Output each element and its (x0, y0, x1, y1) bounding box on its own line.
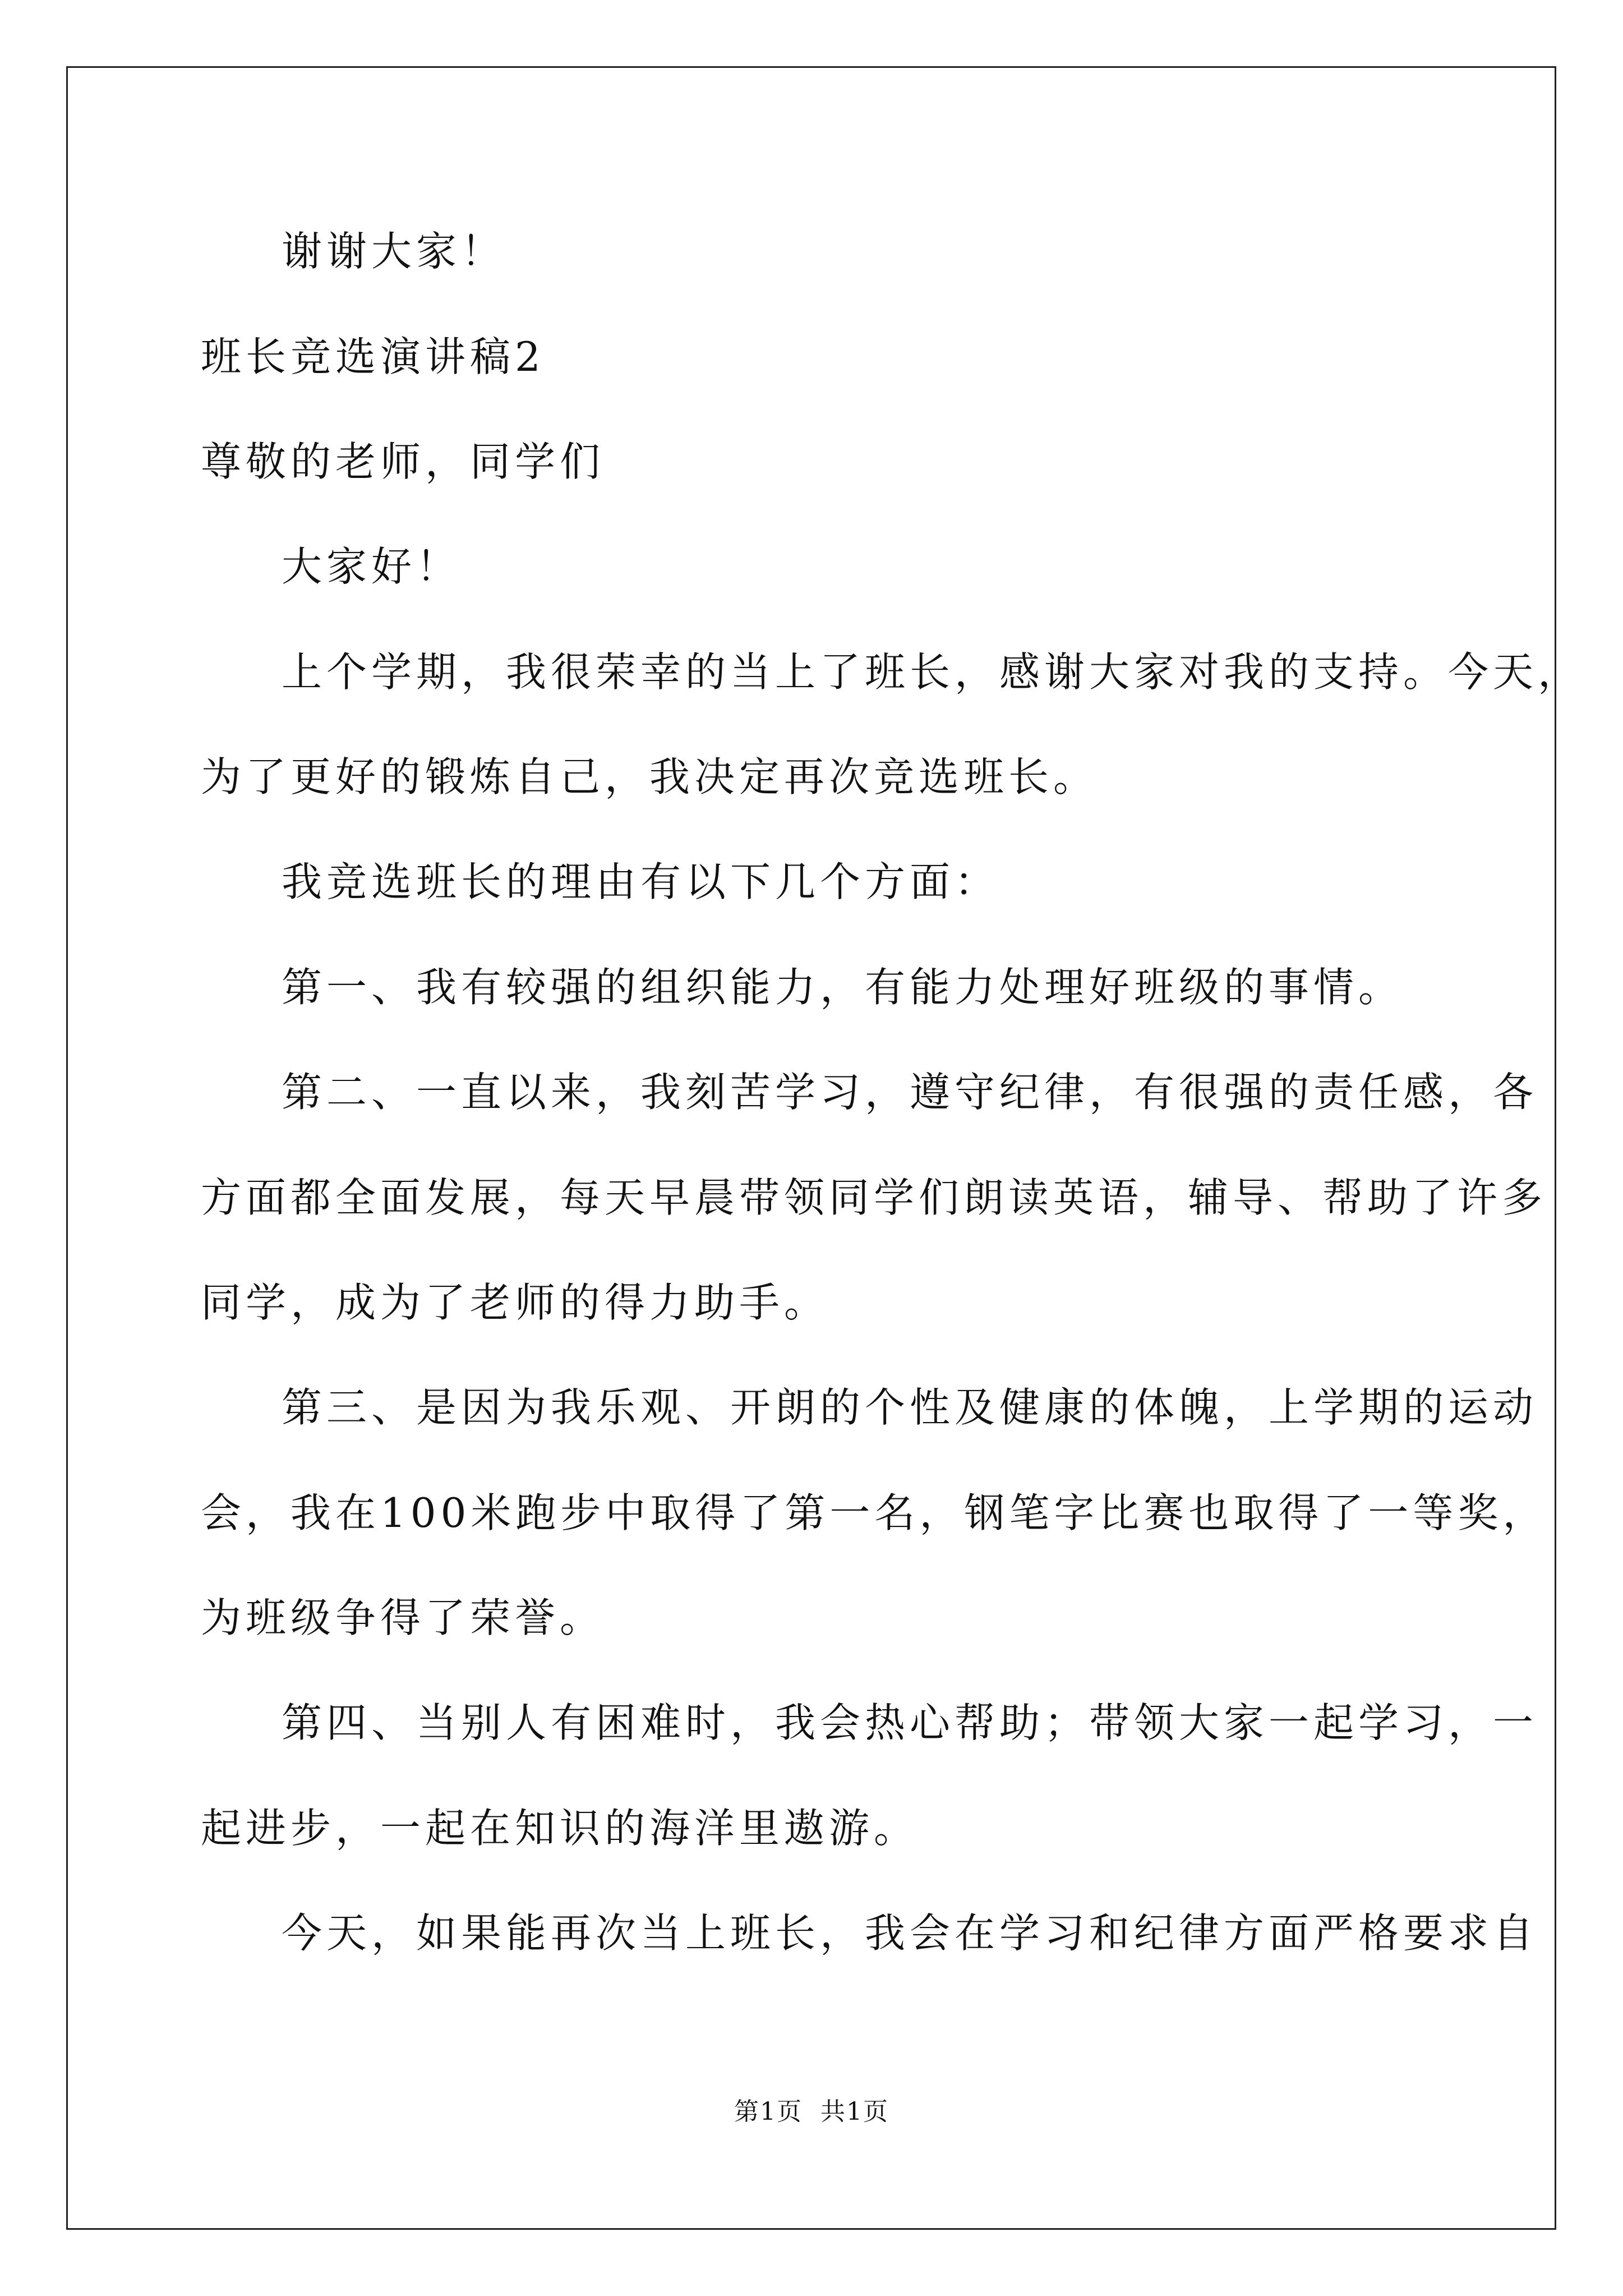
paragraph-line: 为班级争得了荣誉。 (201, 1594, 605, 1641)
paragraph-line: 我竞选班长的理由有以下几个方面： (282, 858, 1000, 905)
paragraph-line: 第三、是因为我乐观、开朗的个性及健康的体魄，上学期的运动 (282, 1384, 1538, 1431)
page-total: 共1页 (820, 2097, 889, 2126)
page-border (66, 66, 1556, 2230)
paragraph-line: 第二、一直以来，我刻苦学习，遵守纪律，有很强的责任感，各 (282, 1069, 1538, 1116)
greeting: 大家好！ (282, 543, 462, 590)
closing-line: 谢谢大家！ (282, 228, 506, 275)
paragraph-line: 今天，如果能再次当上班长，我会在学习和纪律方面严格要求自 (282, 1910, 1538, 1957)
speech-title: 班长竞选演讲稿2 (201, 333, 545, 380)
salutation: 尊敬的老师，同学们 (201, 438, 605, 485)
page-number: 第1页 (734, 2097, 803, 2126)
paragraph-line: 上个学期，我很荣幸的当上了班长，感谢大家对我的支持。今天， (282, 648, 1583, 696)
paragraph-line: 同学，成为了老师的得力助手。 (201, 1279, 829, 1326)
page-footer (0, 2095, 1623, 2129)
paragraph-line: 会，我在100米跑步中取得了第一名，钢笔字比赛也取得了一等奖， (201, 1489, 1548, 1536)
paragraph-line: 起进步，一起在知识的海洋里遨游。 (201, 1805, 919, 1852)
paragraph-line: 为了更好的锻炼自己，我决定再次竞选班长。 (201, 753, 1099, 800)
paragraph-line: 方面都全面发展，每天早晨带领同学们朗读英语，辅导、帮助了许多 (201, 1174, 1547, 1221)
paragraph-line: 第四、当别人有困难时，我会热心帮助；带领大家一起学习，一 (282, 1699, 1538, 1746)
paragraph-line: 第一、我有较强的组织能力，有能力处理好班级的事情。 (282, 964, 1404, 1011)
